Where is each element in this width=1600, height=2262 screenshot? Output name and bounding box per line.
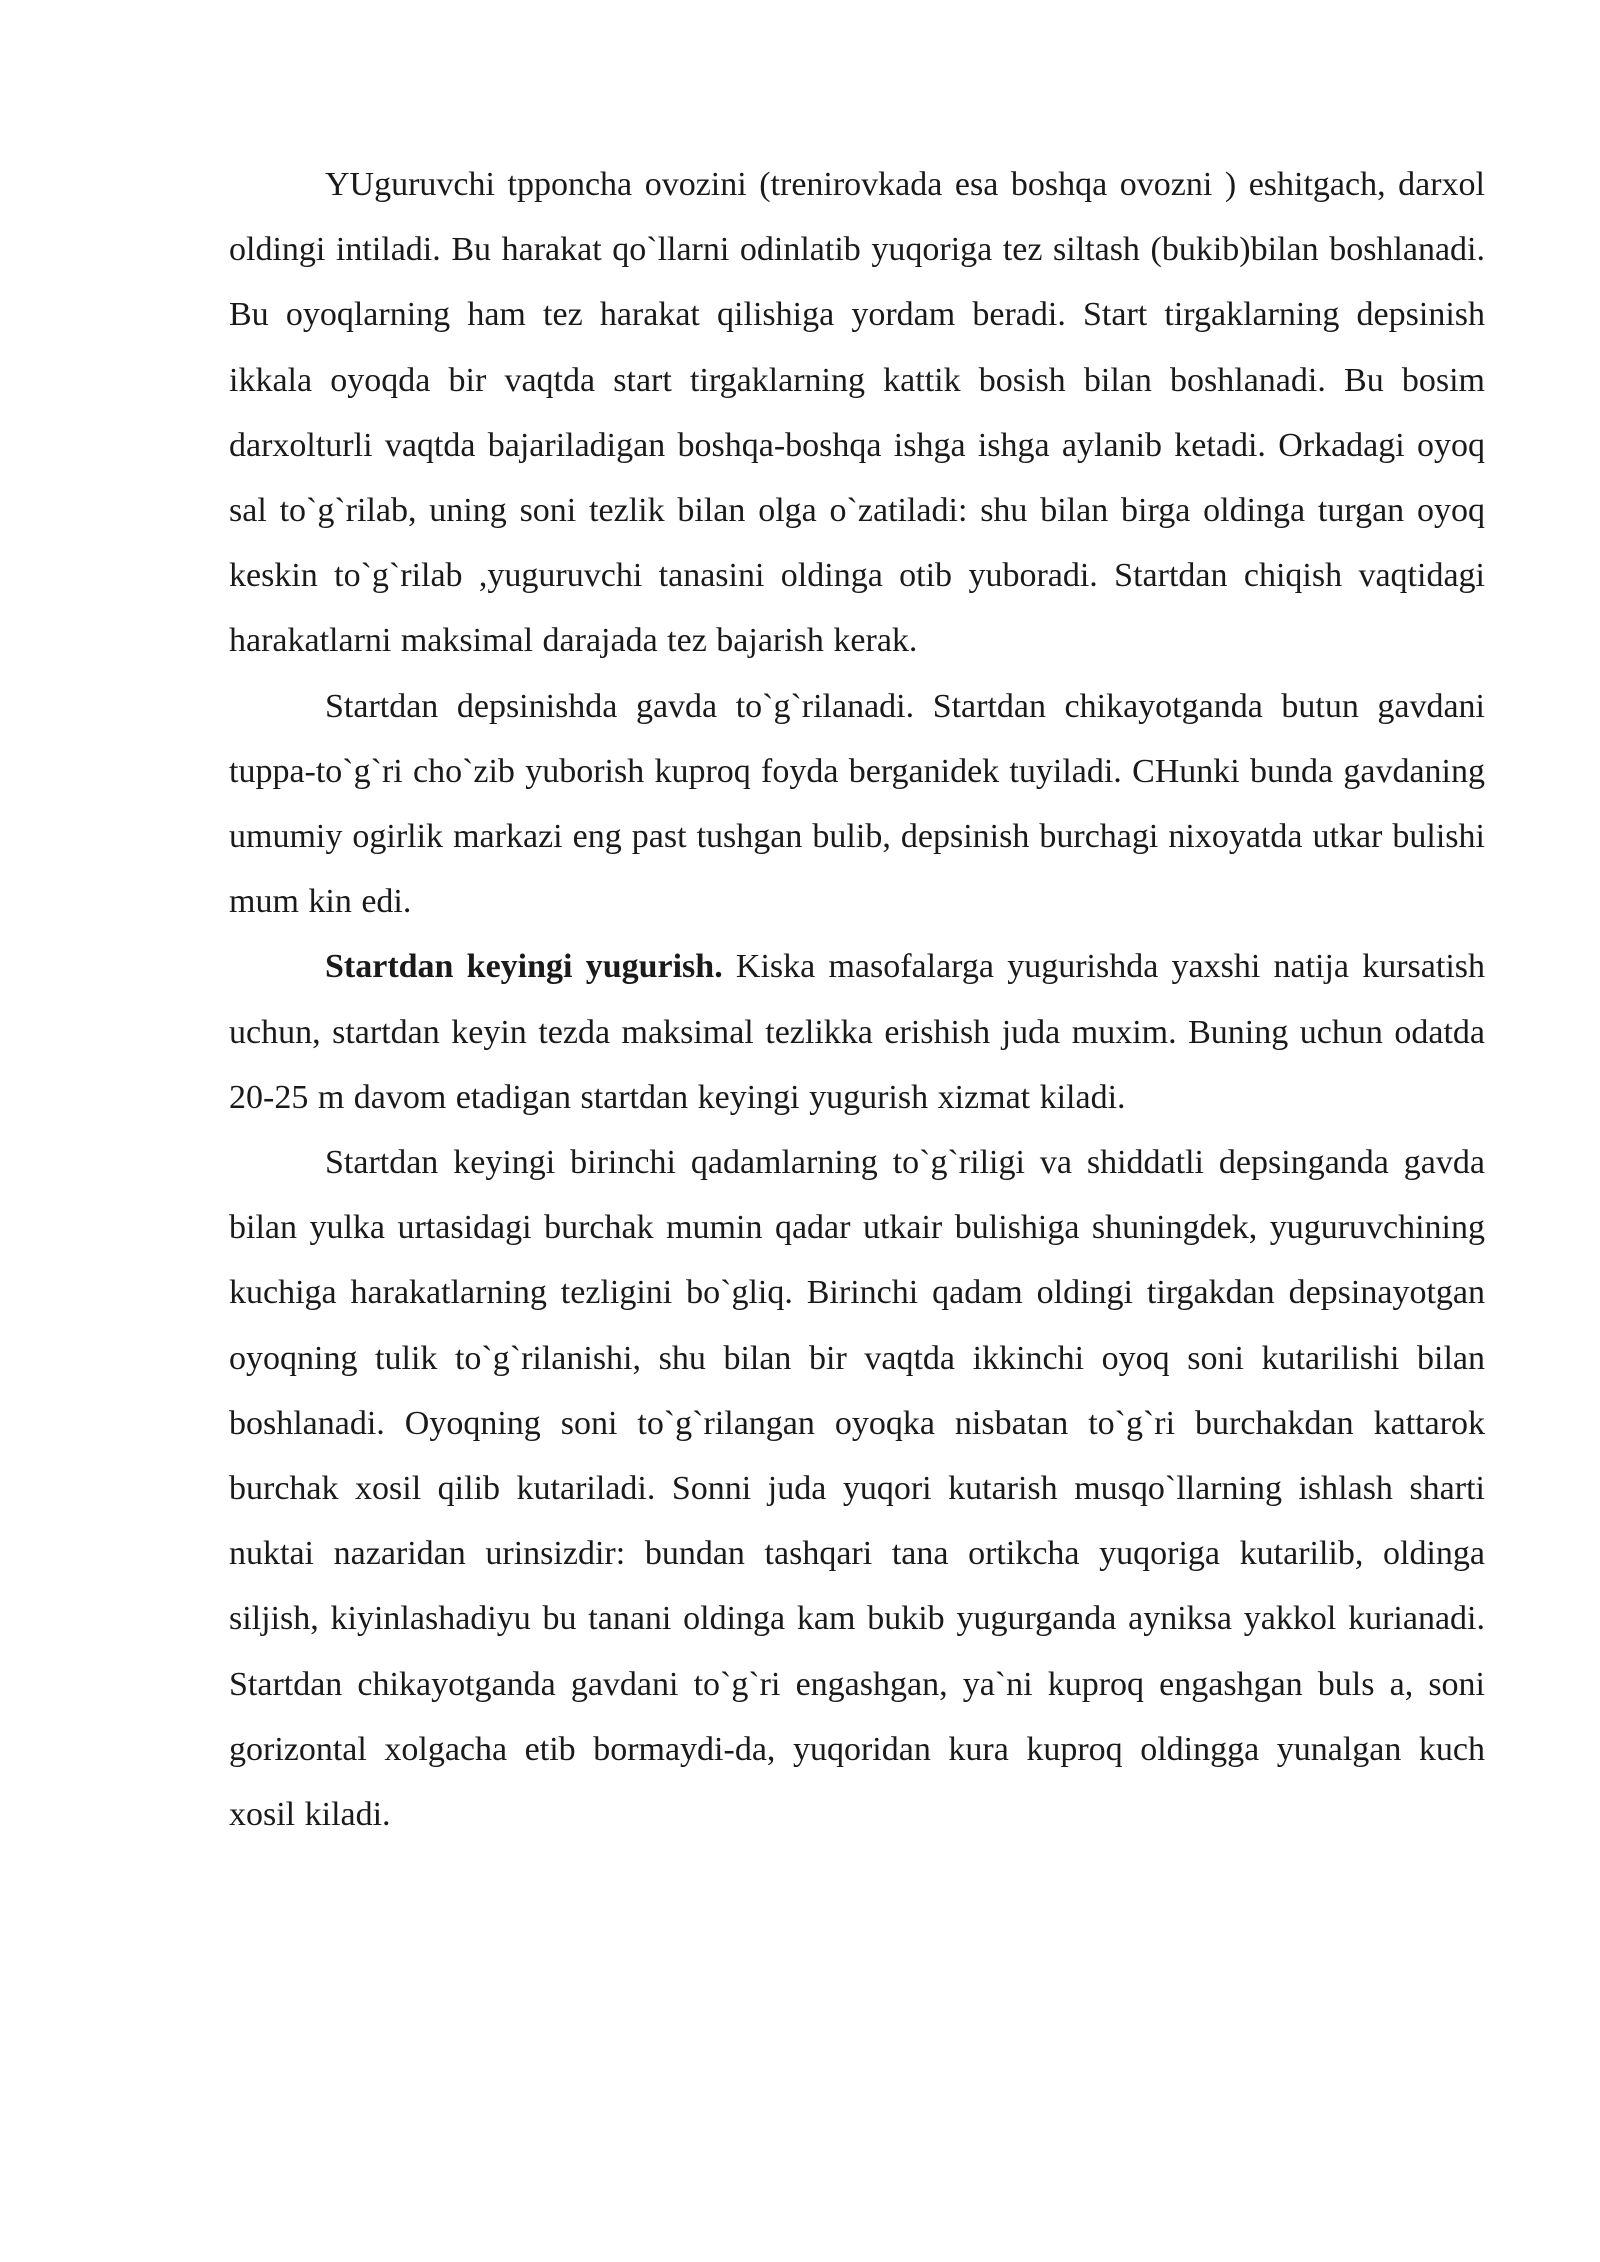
paragraph-3-text: Kiska masofalarga yugurishda yaxshi natija kursatish uchun, startdan keyin tezda maksimal tezlikka erishish juda muxim. Buning uchun odatda 20-25 m davom etadigan startdan keyingi yugurish xizmat kiladi. [229,948,1485,1116]
paragraph-1-text: YUguruvchi tpponcha ovozini (trenirovkada esa boshqa ovozni ) eshitgach, darxol oldingi intiladi. Bu harakat qo`llarni odinlatib yuqoriga tez siltash (bukib)bilan boshlanadi. Bu oyoqlarning ham tez harakat qilishiga yordam beradi. Start tirgaklarning depsinish ikkala oyoqda bir vaqtda start tirgaklarning kattik bosish bilan boshlanadi. Bu bosim darxolturli vaqtda bajariladigan boshqa-boshqa ishga ishga aylanib ketadi. Orkadagi oyoq sal to`g`rilab, uning soni tezlik bilan olga o`zatiladi: shu bilan birga oldinga turgan oyoq keskin to`g`rilab ,yuguruvchi tanasini oldinga otib yuboradi. Startdan chiqish vaqtidagi harakatlarni maksimal darajada tez bajarish kerak. [229,166,1485,660]
paragraph-4 [229,1130,1485,1847]
paragraph-4-text: Startdan keyingi birinchi qadamlarning to`g`riligi va shiddatli depsinganda gavda bilan yulka urtasidagi burchak mumin qadar utkair bulishiga shuningdek, yuguruvchining kuchiga harakatlarning tezligini bo`gliq. Birinchi qadam oldingi tirgakdan depsinayotgan oyoqning tulik to`g`rilanishi, shu bilan bir vaqtda ikkinchi oyoq soni kutarilishi bilan boshlanadi. Oyoqning soni to`g`rilangan oyoqka nisbatan to`g`ri burchakdan kattarok burchak xosil qilib kutariladi. Sonni juda yuqori kutarish musqo`llarning ishlash sharti nuktai nazaridan urinsizdir: bundan tashqari tana ortikcha yuqoriga kutarilib, oldinga siljish, kiyinlashadiyu bu tanani oldinga kam bukib yugurganda ayniksa yakkol kurianadi. Startdan chikayotganda gavdani to`g`ri engashgan, ya`ni kuproq engashgan buls a, soni gorizontal xolgacha etib bormaydi-da, yuqoridan kura kuproq oldingga yunalgan kuch xosil kiladi. [229,1144,1485,1834]
paragraph-3 [229,934,1485,1130]
document-body [229,152,1485,1847]
paragraph-2-text: Startdan depsinishda gavda to`g`rilanadi. Startdan chikayotganda butun gavdani tuppa-to`g`ri cho`zib yuborish kuproq foyda berganidek tuyiladi. CHunki bunda gavdaning umumiy ogirlik markazi eng past tushgan bulib, depsinish burchagi nixoyatda utkar bulishi mum kin edi. [229,687,1485,921]
paragraph-1 [229,152,1485,674]
paragraph-3-heading: Startdan keyingi yugurish. [325,948,723,986]
paragraph-2 [229,674,1485,935]
